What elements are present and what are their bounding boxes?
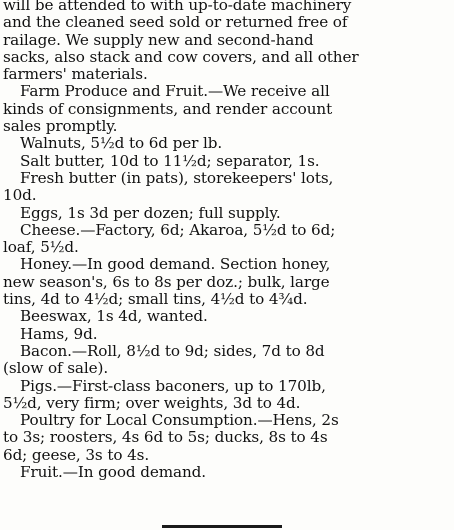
- paragraph-start-line: Walnuts, 5½d to 6d per lb.: [20, 134, 223, 153]
- text-line: and the cleaned seed sold or returned free of: [3, 13, 348, 32]
- paragraph-start-line: Salt butter, 10d to 11½d; separator, 1s.: [20, 151, 320, 170]
- paragraph-start-line: Fresh butter (in pats), storekeepers' lots,: [20, 168, 334, 187]
- paragraph-start-line: Pigs.—First-class baconers, up to 170lb,: [20, 376, 326, 395]
- text-line: (slow of sale).: [3, 359, 109, 378]
- text-line: 6d; geese, 3s to 4s.: [3, 445, 150, 464]
- paragraph-start-line: Bacon.—Roll, 8½d to 9d; sides, 7d to 8d: [20, 341, 325, 360]
- paragraph-start-line: Beeswax, 1s 4d, wanted.: [20, 307, 208, 326]
- text-line: sacks, also stack and cow covers, and all other: [3, 47, 359, 66]
- text-line: to 3s; roosters, 4s 6d to 5s; ducks, 8s to 4s: [3, 428, 328, 447]
- section-divider-rule: [162, 525, 282, 528]
- text-line: will be attended to with up-to-date machinery: [3, 0, 352, 14]
- paragraph-start-line: Poultry for Local Consumption.—Hens, 2s: [20, 411, 339, 430]
- text-line: sales promptly.: [3, 117, 118, 136]
- paragraph-start-line: Fruit.—In good demand.: [20, 463, 207, 482]
- paragraph-start-line: Hams, 9d.: [20, 324, 98, 343]
- text-line: loaf, 5½d.: [3, 238, 79, 257]
- paragraph-start-line: Farm Produce and Fruit.—We receive all: [20, 82, 330, 101]
- market-report-column: [3, 0, 449, 481]
- paragraph-start-line: Honey.—In good demand. Section honey,: [20, 255, 331, 274]
- text-line: 10d.: [3, 186, 37, 205]
- text-line: new season's, 6s to 8s per doz.; bulk, large: [3, 272, 330, 291]
- text-line: farmers' materials.: [3, 65, 148, 84]
- text-line: tins, 4d to 4½d; small tins, 4½d to 4¾d.: [3, 290, 308, 309]
- text-line: 5½d, very firm; over weights, 3d to 4d.: [3, 393, 301, 412]
- text-line: railage. We supply new and second-hand: [3, 30, 314, 49]
- text-line: kinds of consignments, and render account: [3, 99, 333, 118]
- paragraph-start-line: Cheese.—Factory, 6d; Akaroa, 5½d to 6d;: [20, 220, 336, 239]
- paragraph-start-line: Eggs, 1s 3d per dozen; full supply.: [20, 203, 281, 222]
